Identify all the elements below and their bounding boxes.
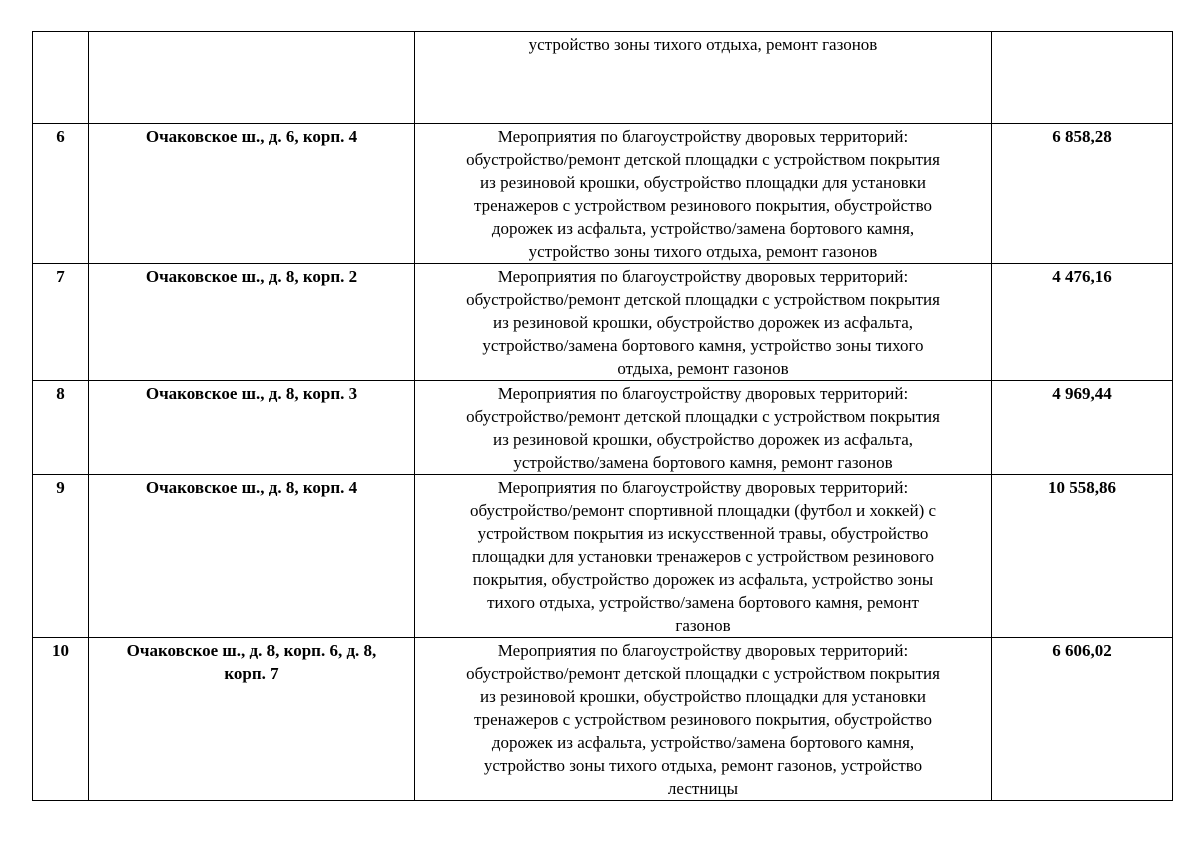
row-description: устройство зоны тихого отдыха, ремонт газонов: [415, 32, 992, 124]
row-number: 8: [33, 381, 89, 475]
row-number: [33, 32, 89, 124]
table-row: [33, 124, 1173, 264]
row-amount: 10 558,86: [992, 475, 1173, 638]
row-description: Мероприятия по благоустройству дворовых территорий: обустройство/ремонт детской площадки с устройством покрытия из резиновой крошки, обустройство площадки для установки тренажеров с устройством резинового покрытия, обустройство дорожек из асфальта, устройство/замена бортового камня, устройство зоны тихого отдыха, ремонт газонов: [415, 124, 992, 264]
row-address: Очаковское ш., д. 8, корп. 3: [89, 381, 415, 475]
row-number: 6: [33, 124, 89, 264]
table-row: [33, 475, 1173, 638]
row-address: Очаковское ш., д. 8, корп. 4: [89, 475, 415, 638]
table-row: [33, 32, 1173, 124]
improvement-table: [32, 31, 1173, 801]
row-number: 7: [33, 264, 89, 381]
row-number: 10: [33, 638, 89, 801]
table-row: [33, 638, 1173, 801]
table-row: [33, 264, 1173, 381]
row-amount: [992, 32, 1173, 124]
row-amount: 4 969,44: [992, 381, 1173, 475]
row-number: 9: [33, 475, 89, 638]
row-address: Очаковское ш., д. 8, корп. 6, д. 8, корп. 7: [89, 638, 415, 801]
row-description: Мероприятия по благоустройству дворовых территорий: обустройство/ремонт детской площадки с устройством покрытия из резиновой крошки, обустройство дорожек из асфальта, устройство/замена бортового камня, устройство зоны тихого отдыха, ремонт газонов: [415, 264, 992, 381]
row-amount: 6 858,28: [992, 124, 1173, 264]
row-amount: 6 606,02: [992, 638, 1173, 801]
row-description: Мероприятия по благоустройству дворовых территорий: обустройство/ремонт детской площадки с устройством покрытия из резиновой крошки, обустройство площадки для установки тренажеров с устройством резинового покрытия, обустройство дорожек из асфальта, устройство/замена бортового камня, устройство зоны тихого отдыха, ремонт газонов, устройство лестницы: [415, 638, 992, 801]
row-description: Мероприятия по благоустройству дворовых территорий: обустройство/ремонт спортивной площадки (футбол и хоккей) с устройством покрытия из искусственной травы, обустройство площадки для установки тренажеров с устройством резинового покрытия, обустройство дорожек из асфальта, устройство зоны тихого отдыха, устройство/замена бортового камня, ремонт газонов: [415, 475, 992, 638]
table-row: [33, 381, 1173, 475]
row-address: [89, 32, 415, 124]
row-address: Очаковское ш., д. 8, корп. 2: [89, 264, 415, 381]
row-address: Очаковское ш., д. 6, корп. 4: [89, 124, 415, 264]
row-amount: 4 476,16: [992, 264, 1173, 381]
row-description: Мероприятия по благоустройству дворовых территорий: обустройство/ремонт детской площадки с устройством покрытия из резиновой крошки, обустройство дорожек из асфальта, устройство/замена бортового камня, ремонт газонов: [415, 381, 992, 475]
